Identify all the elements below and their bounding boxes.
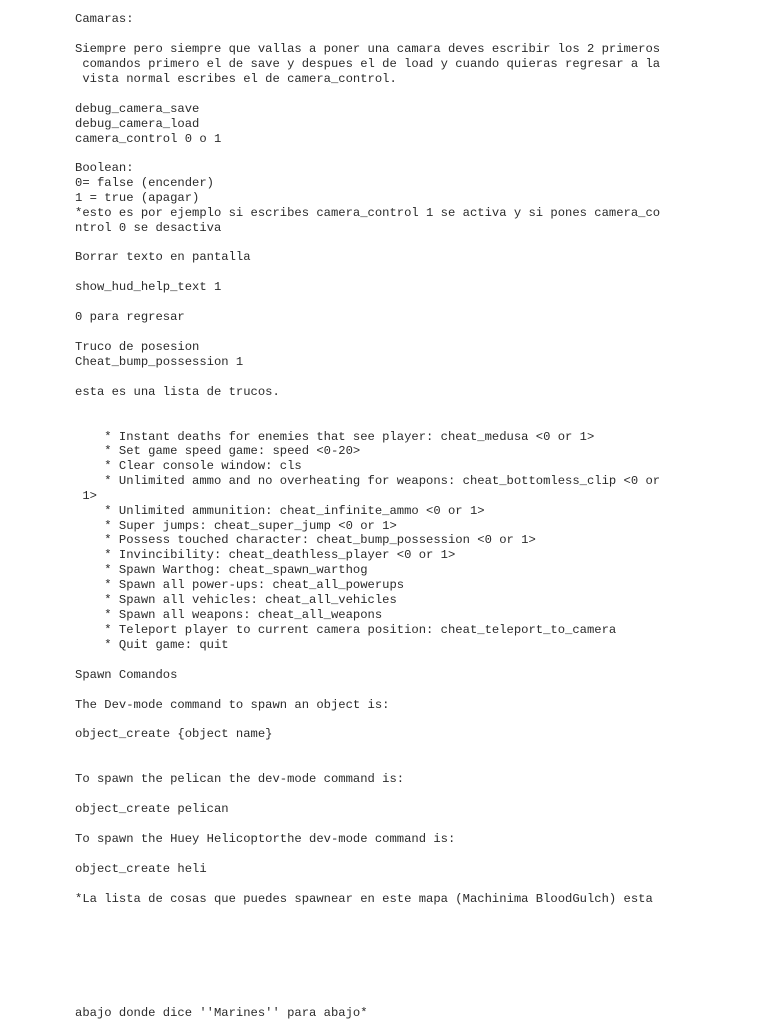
camera-load-command: debug_camera_load (75, 117, 200, 131)
spawn-generic-command: object_create {object name} (75, 727, 273, 741)
cheat-list-item: * Spawn all vehicles: cheat_all_vehicles (75, 593, 397, 607)
intro-line: comandos primero el de save y despues el de load y cuando quieras regresar a la (75, 57, 661, 71)
spawn-intro: The Dev-mode command to spawn an object is: (75, 698, 390, 712)
spawn-list-note-end: abajo donde dice ''Marines'' para abajo* (75, 1006, 368, 1020)
cheat-list-item: * Super jumps: cheat_super_jump <0 or 1> (75, 519, 397, 533)
boolean-heading: Boolean: (75, 161, 134, 175)
cheat-list-item: * Unlimited ammo and no overheating for weapons: cheat_bottomless_clip <0 or (75, 474, 661, 488)
cheat-list-item: * Spawn Warthog: cheat_spawn_warthog (75, 563, 368, 577)
cheat-list-item: * Possess touched character: cheat_bump_possession <0 or 1> (75, 533, 536, 547)
posesion-command: Cheat_bump_possession 1 (75, 355, 244, 369)
spawn-list-note: *La lista de cosas que puedes spawnear en este mapa (Machinima BloodGulch) esta (75, 892, 653, 906)
pelican-intro: To spawn the pelican the dev-mode command is: (75, 772, 405, 786)
cheat-list-item: * Instant deaths for enemies that see player: cheat_medusa <0 or 1> (75, 430, 595, 444)
cheat-list-item: * Invincibility: cheat_deathless_player <0 or 1> (75, 548, 456, 562)
show-hud-command: show_hud_help_text 1 (75, 280, 222, 294)
camera-save-command: debug_camera_save (75, 102, 200, 116)
pelican-command: object_create pelican (75, 802, 229, 816)
boolean-note-line: *esto es por ejemplo si escribes camera_control 1 se activa y si pones camera_co (75, 206, 661, 220)
cheat-list-item: * Clear console window: cls (75, 459, 302, 473)
cheat-list-item: * Set game speed game: speed <0-20> (75, 444, 361, 458)
cheat-list-intro: esta es una lista de trucos. (75, 385, 280, 399)
boolean-false-line: 0= false (encender) (75, 176, 214, 190)
intro-line: vista normal escribes el de camera_control. (75, 72, 397, 86)
heli-intro: To spawn the Huey Helicoptorthe dev-mode command is: (75, 832, 456, 846)
heli-command: object_create heli (75, 862, 207, 876)
cheat-list-item: * Teleport player to current camera position: cheat_teleport_to_camera (75, 623, 617, 637)
spawn-heading: Spawn Comandos (75, 668, 178, 682)
cheat-list-item: 1> (75, 489, 97, 503)
camaras-heading: Camaras: (75, 12, 134, 26)
boolean-note-line: ntrol 0 se desactiva (75, 221, 222, 235)
cheat-list-item: * Quit game: quit (75, 638, 229, 652)
intro-line: Siempre pero siempre que vallas a poner una camara deves escribir los 2 primeros (75, 42, 661, 56)
cheat-list-item: * Spawn all power-ups: cheat_all_powerups (75, 578, 405, 592)
borrar-heading: Borrar texto en pantalla (75, 250, 251, 264)
boolean-true-line: 1 = true (apagar) (75, 191, 200, 205)
regresar-line: 0 para regresar (75, 310, 185, 324)
cheat-list-item: * Spawn all weapons: cheat_all_weapons (75, 608, 383, 622)
posesion-heading: Truco de posesion (75, 340, 200, 354)
cheat-list-item: * Unlimited ammunition: cheat_infinite_ammo <0 or 1> (75, 504, 485, 518)
camera-control-command: camera_control 0 o 1 (75, 132, 222, 146)
